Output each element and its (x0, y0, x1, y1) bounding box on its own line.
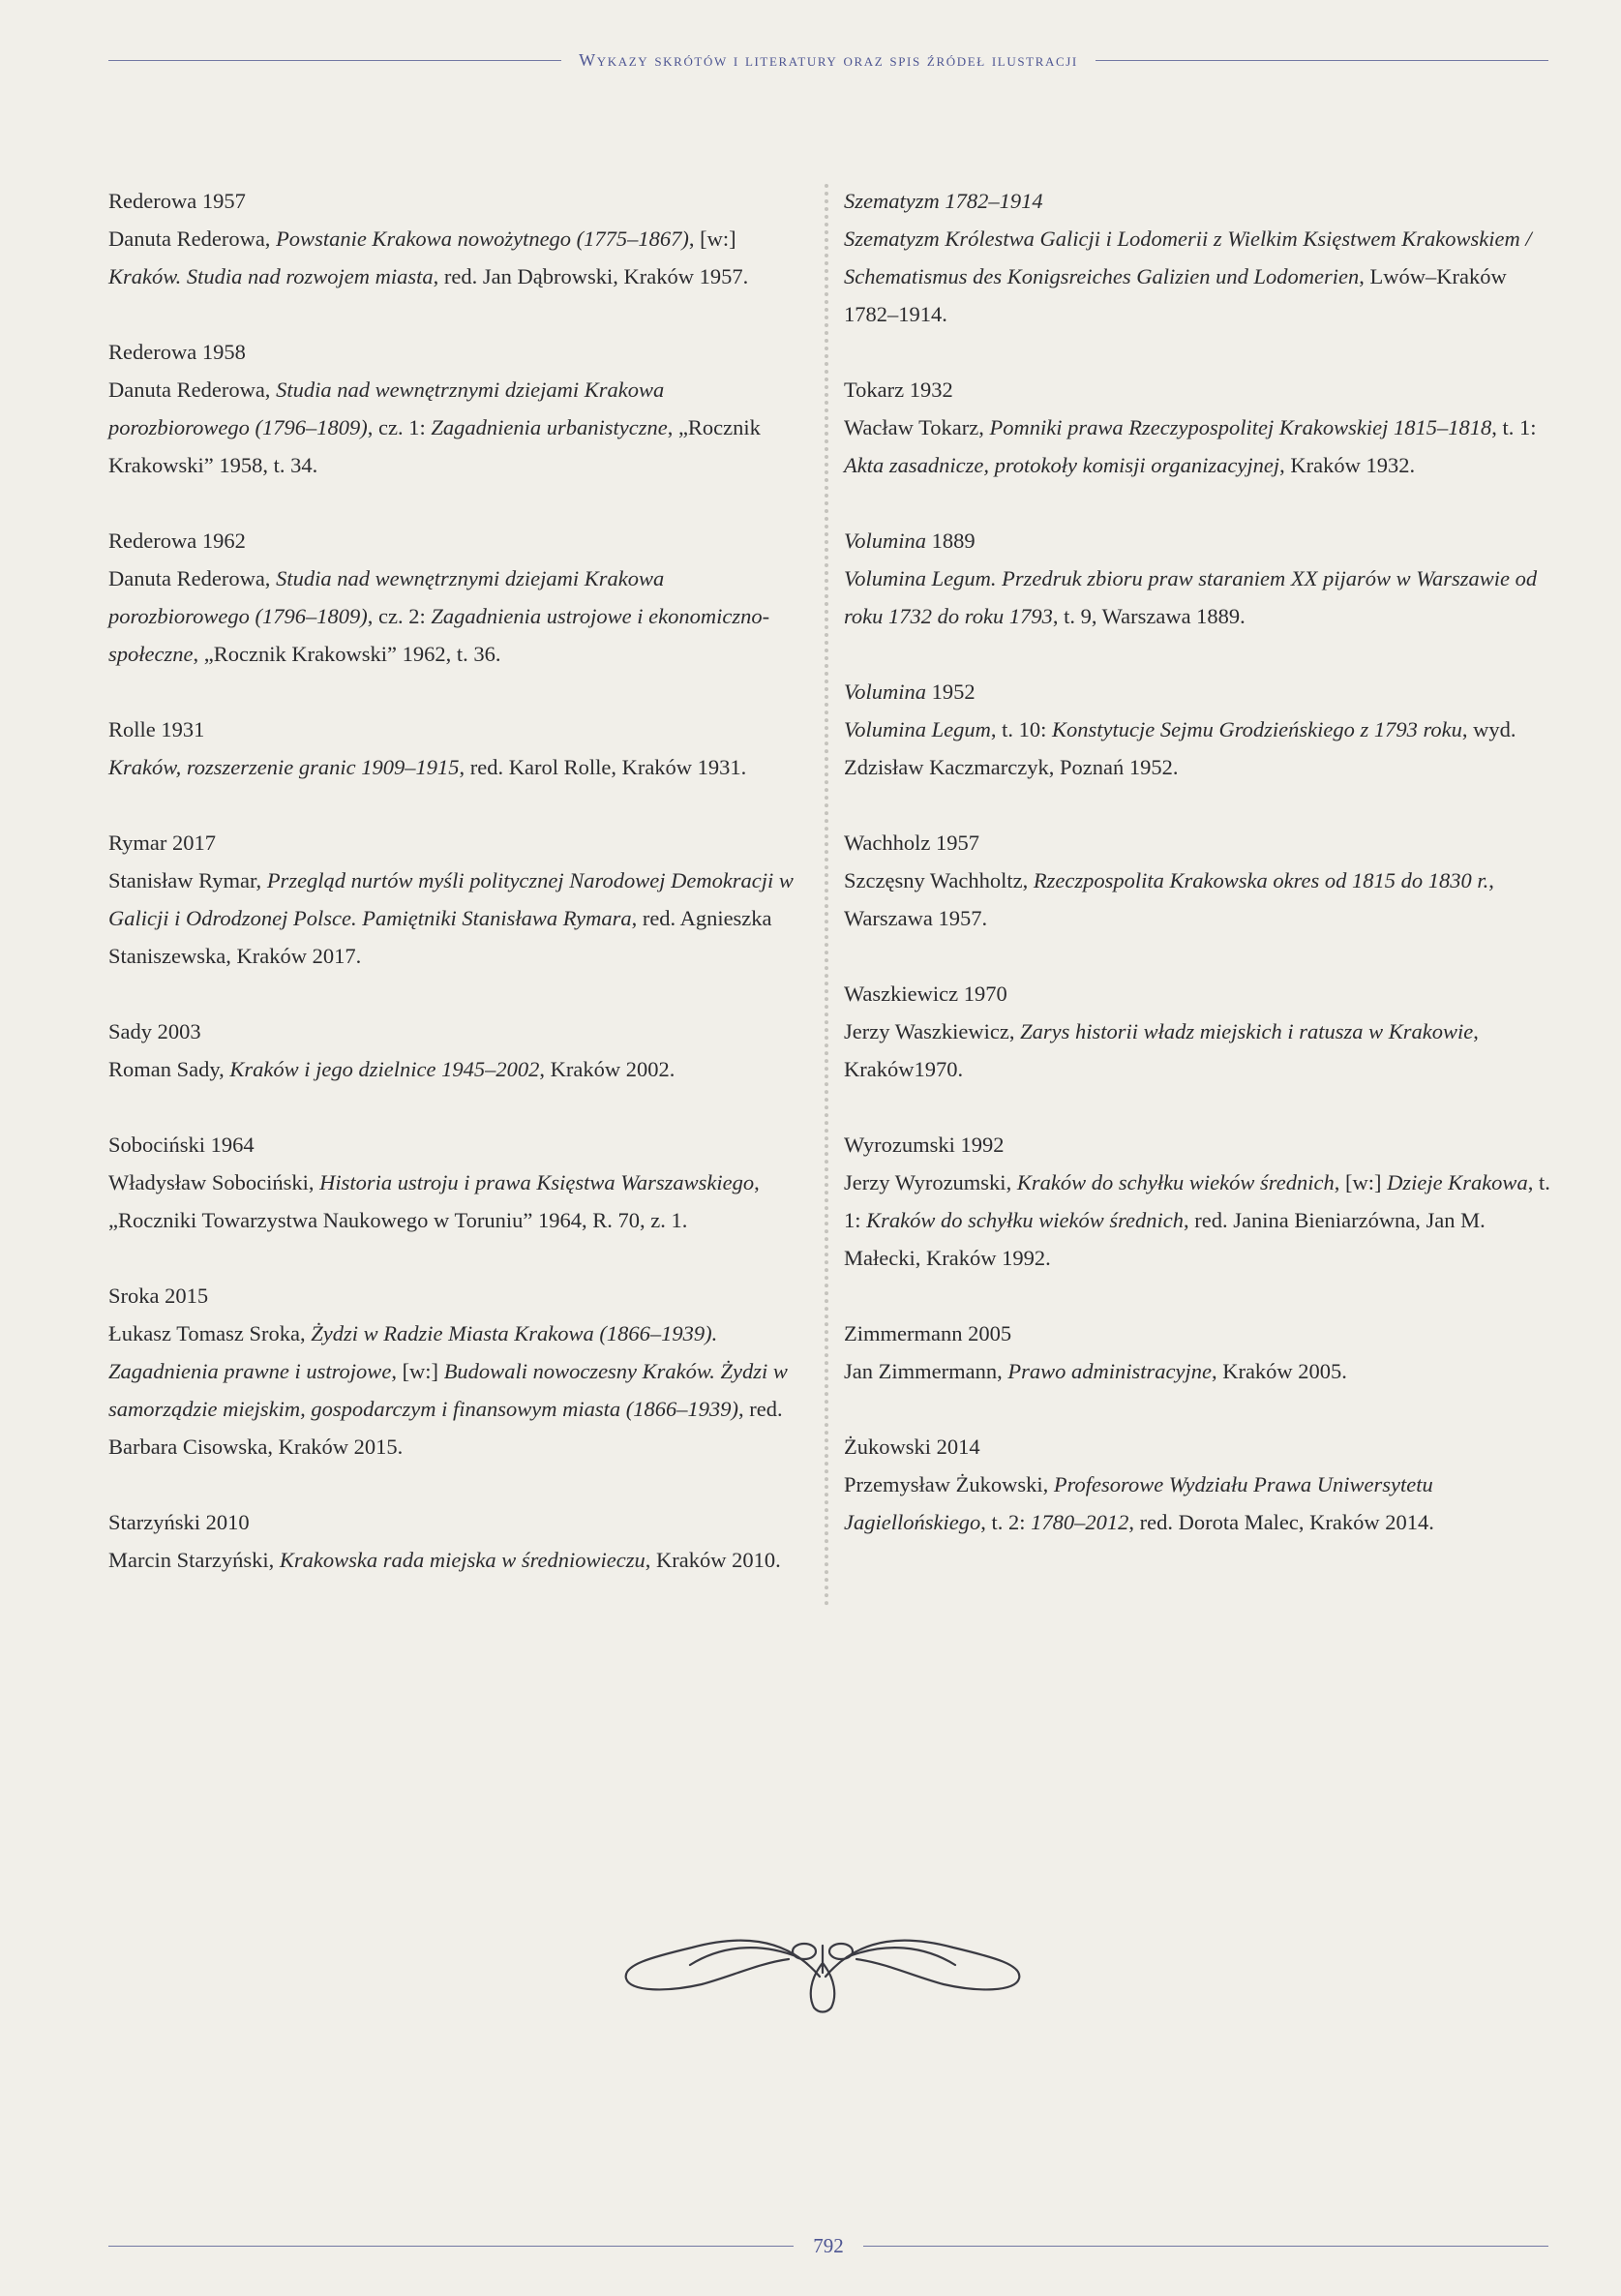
citation-text: , Lwów–Kraków 1782–1914. (844, 264, 1507, 326)
entry-citation (844, 1163, 1555, 1277)
citation-text: , [w:] (688, 227, 736, 251)
running-header (108, 50, 1548, 70)
citation-text: Roman Sady, (108, 1057, 230, 1081)
citation-title: Kraków i jego dzielnice 1945–2002 (229, 1057, 540, 1081)
entry-citation (108, 1163, 805, 1239)
citation-title: Kraków do schyłku wieków średnich (1016, 1170, 1335, 1194)
bibliography-entry (844, 824, 1555, 937)
citation-title: Kraków do schyłku wieków średnich (866, 1208, 1185, 1232)
entry-citation (844, 408, 1555, 484)
citation-text: Stanisław Rymar, (108, 868, 267, 892)
bibliography-entry (108, 824, 805, 975)
footer-rule-right (863, 2246, 1548, 2247)
entry-citation (844, 710, 1555, 786)
citation-text: , t. 9, Warszawa 1889. (1052, 604, 1246, 628)
citation-title: Zagadnienia ustrojowe i ekonomiczno-społeczne (108, 604, 770, 666)
citation-text: , Kraków 2002. (539, 1057, 675, 1081)
citation-text: Przemysław Żukowski, (844, 1472, 1054, 1496)
entry-abbreviation: Wachholz 1957 (844, 831, 980, 855)
citation-title: 1780–2012 (1031, 1510, 1129, 1534)
entry-abbreviation: Volumina 1952 (844, 680, 976, 704)
citation-title: Przegląd nurtów myśli politycznej Narodowej Demokracji w Galicji i Odrodzonej Polsce. Pamiętniki Stanisława Rymara (108, 868, 794, 930)
citation-text: , red. Agnieszka Staniszewska, Kraków 2017. (108, 906, 772, 968)
citation-text: , cz. 2: (367, 604, 432, 628)
entry-citation (108, 748, 805, 786)
citation-text: , „Rocznik Krakowski” 1958, t. 34. (108, 415, 761, 477)
citation-text: Szczęsny Wachholtz, (844, 868, 1034, 892)
citation-text: Danuta Rederowa, (108, 566, 277, 590)
citation-text: , t. 2: (980, 1510, 1032, 1534)
entry-citation (844, 861, 1555, 937)
citation-text: Danuta Rederowa, (108, 378, 277, 402)
citation-text: Wacław Tokarz, (844, 415, 990, 439)
citation-title: Powstanie Krakowa nowożytnego (1775–1867) (276, 227, 689, 251)
entry-abbreviation: Żukowski 2014 (844, 1435, 980, 1459)
bibliography-column-left (108, 182, 805, 1616)
citation-title: Budowali nowoczesny Kraków. Żydzi w samorządzie miejskim, gospodarczym i finansowym miasta (1866–1939) (108, 1359, 788, 1421)
bibliography-entry (844, 1314, 1555, 1390)
entry-citation (108, 1541, 805, 1579)
citation-text: , „Roczniki Towarzystwa Naukowego w Toruniu” 1964, R. 70, z. 1. (108, 1170, 760, 1232)
citation-title: Żydzi w Radzie Miasta Krakowa (1866–1939). Zagadnienia prawne i ustrojowe (108, 1321, 718, 1383)
column-divider (825, 184, 828, 1607)
entry-citation (108, 559, 805, 673)
entry-abbreviation: Volumina 1889 (844, 529, 976, 553)
citation-text: , Kraków1970. (844, 1019, 1479, 1081)
citation-text: , Warszawa 1957. (844, 868, 1494, 930)
bibliography-entry (108, 182, 805, 295)
citation-title: Studia nad wewnętrznymi dziejami Krakowa porozbiorowego (1796–1809) (108, 566, 665, 628)
citation-text: , wyd. Zdzisław Kaczmarczyk, Poznań 1952. (844, 717, 1516, 779)
citation-text: , red. Janina Bieniarzówna, Jan M. Małecki, Kraków 1992. (844, 1208, 1486, 1270)
bibliography-entry (844, 1428, 1555, 1541)
citation-title: Akta zasadnicze, protokoły komisji organizacyjnej (844, 453, 1280, 477)
page-footer (108, 2234, 1548, 2257)
citation-text: , t. 10: (990, 717, 1053, 741)
flourish-ornament-icon (615, 1907, 1031, 2013)
entry-citation (108, 371, 805, 484)
citation-text: , red. Dorota Malec, Kraków 2014. (1128, 1510, 1434, 1534)
entry-abbreviation: Sady 2003 (108, 1019, 201, 1043)
entry-citation (844, 220, 1555, 333)
page-number: 792 (813, 2233, 844, 2257)
entry-citation (108, 861, 805, 975)
citation-title: Studia nad wewnętrznymi dziejami Krakowa porozbiorowego (1796–1809) (108, 378, 665, 439)
citation-title: Zarys historii władz miejskich i ratusza w Krakowie (1020, 1019, 1474, 1043)
citation-text: Danuta Rederowa, (108, 227, 277, 251)
citation-title: Volumina Legum (844, 717, 991, 741)
citation-text: , red. Barbara Cisowska, Kraków 2015. (108, 1397, 783, 1459)
citation-title: Profesorowe Wydziału Prawa Uniwersytetu Jagiellońskiego (844, 1472, 1433, 1534)
entry-abbreviation: Szematyzm 1782–1914 (844, 189, 1043, 213)
entry-abbreviation: Zimmermann 2005 (844, 1321, 1012, 1345)
entry-abbreviation: Wyrozumski 1992 (844, 1133, 1005, 1157)
bibliography-entry (108, 1126, 805, 1239)
entry-abbreviation-italic: Volumina (844, 529, 927, 553)
entry-citation (108, 220, 805, 295)
entry-abbreviation: Starzyński 2010 (108, 1510, 250, 1534)
citation-text: Marcin Starzyński, (108, 1548, 280, 1572)
header-rule-right (1096, 60, 1548, 61)
entry-citation (108, 1314, 805, 1465)
citation-text: , Kraków 1932. (1279, 453, 1416, 477)
bibliography-entry (108, 1277, 805, 1465)
citation-text: , red. Karol Rolle, Kraków 1931. (459, 755, 747, 779)
entry-citation (844, 559, 1555, 635)
entry-abbreviation: Rederowa 1957 (108, 189, 246, 213)
bibliography-entry (844, 182, 1555, 333)
bibliography-entry (844, 975, 1555, 1088)
entry-citation (844, 1352, 1555, 1390)
entry-abbreviation: Sobociński 1964 (108, 1133, 255, 1157)
citation-title: Zagadnienia urbanistyczne (431, 415, 668, 439)
citation-text: , „Rocznik Krakowski” 1962, t. 36. (193, 642, 501, 666)
citation-text: , Kraków 2005. (1211, 1359, 1347, 1383)
entry-abbreviation: Rederowa 1958 (108, 340, 246, 364)
header-rule-left (108, 60, 561, 61)
citation-text: , [w:] (391, 1359, 444, 1383)
entry-abbreviation: Rolle 1931 (108, 717, 205, 741)
entry-abbreviation: Rymar 2017 (108, 831, 216, 855)
entry-citation (844, 1012, 1555, 1088)
entry-abbreviation: Tokarz 1932 (844, 378, 953, 402)
entry-abbreviation-italic: Volumina (844, 680, 927, 704)
footer-rule-left (108, 2246, 794, 2247)
citation-text: , t. 1: (844, 1170, 1550, 1232)
entry-abbreviation: Sroka 2015 (108, 1284, 209, 1308)
citation-title: Prawo administracyjne (1007, 1359, 1212, 1383)
entry-citation (844, 1465, 1555, 1541)
entry-citation (108, 1050, 805, 1088)
bibliography-entry (108, 1503, 805, 1579)
citation-text: Jerzy Waszkiewicz, (844, 1019, 1021, 1043)
bibliography-entry (108, 522, 805, 673)
bibliography-entry (844, 371, 1555, 484)
bibliography-entry (844, 1126, 1555, 1277)
citation-title: Historia ustroju i prawa Księstwa Warszawskiego (319, 1170, 755, 1194)
bibliography-entry (844, 522, 1555, 635)
citation-text: Władysław Sobociński, (108, 1170, 320, 1194)
citation-title: Rzeczpospolita Krakowska okres od 1815 do 1830 r. (1033, 868, 1489, 892)
citation-text: , t. 1: (1491, 415, 1537, 439)
bibliography-entry (108, 1012, 805, 1088)
citation-title: Krakowska rada miejska w średniowieczu (279, 1548, 645, 1572)
citation-title: Konstytucje Sejmu Grodzieńskiego z 1793 roku (1052, 717, 1462, 741)
running-header-title: Wykazy skrótów i literatury oraz spis źródeł ilustracji (579, 49, 1078, 70)
citation-text: , red. Jan Dąbrowski, Kraków 1957. (433, 264, 749, 288)
bibliography-column-right (844, 182, 1555, 1579)
bibliography-entry (108, 333, 805, 484)
citation-text: , cz. 1: (367, 415, 432, 439)
bibliography-entry (108, 710, 805, 786)
citation-title: Dzieje Krakowa (1387, 1170, 1528, 1194)
citation-text: , Kraków 2010. (645, 1548, 781, 1572)
bibliography-entry (844, 673, 1555, 786)
citation-title: Volumina Legum. Przedruk zbioru praw staraniem XX pijarów w Warszawie od roku 1732 do roku 1793 (844, 566, 1538, 628)
entry-abbreviation: Rederowa 1962 (108, 529, 246, 553)
citation-text: Jan Zimmermann, (844, 1359, 1008, 1383)
citation-title: Kraków. Studia nad rozwojem miasta (108, 264, 434, 288)
citation-title: Kraków, rozszerzenie granic 1909–1915 (108, 755, 460, 779)
citation-text: Jerzy Wyrozumski, (844, 1170, 1017, 1194)
citation-text: , [w:] (1334, 1170, 1388, 1194)
citation-text: Łukasz Tomasz Sroka, (108, 1321, 312, 1345)
citation-title: Pomniki prawa Rzeczypospolitej Krakowskiej 1815–1818 (989, 415, 1492, 439)
citation-title: Szematyzm Królestwa Galicji i Lodomerii z Wielkim Księstwem Krakowskiem / Schematismus des Konigsreiches Galizien und Lodomerien (844, 227, 1532, 288)
entry-abbreviation: Waszkiewicz 1970 (844, 982, 1007, 1006)
